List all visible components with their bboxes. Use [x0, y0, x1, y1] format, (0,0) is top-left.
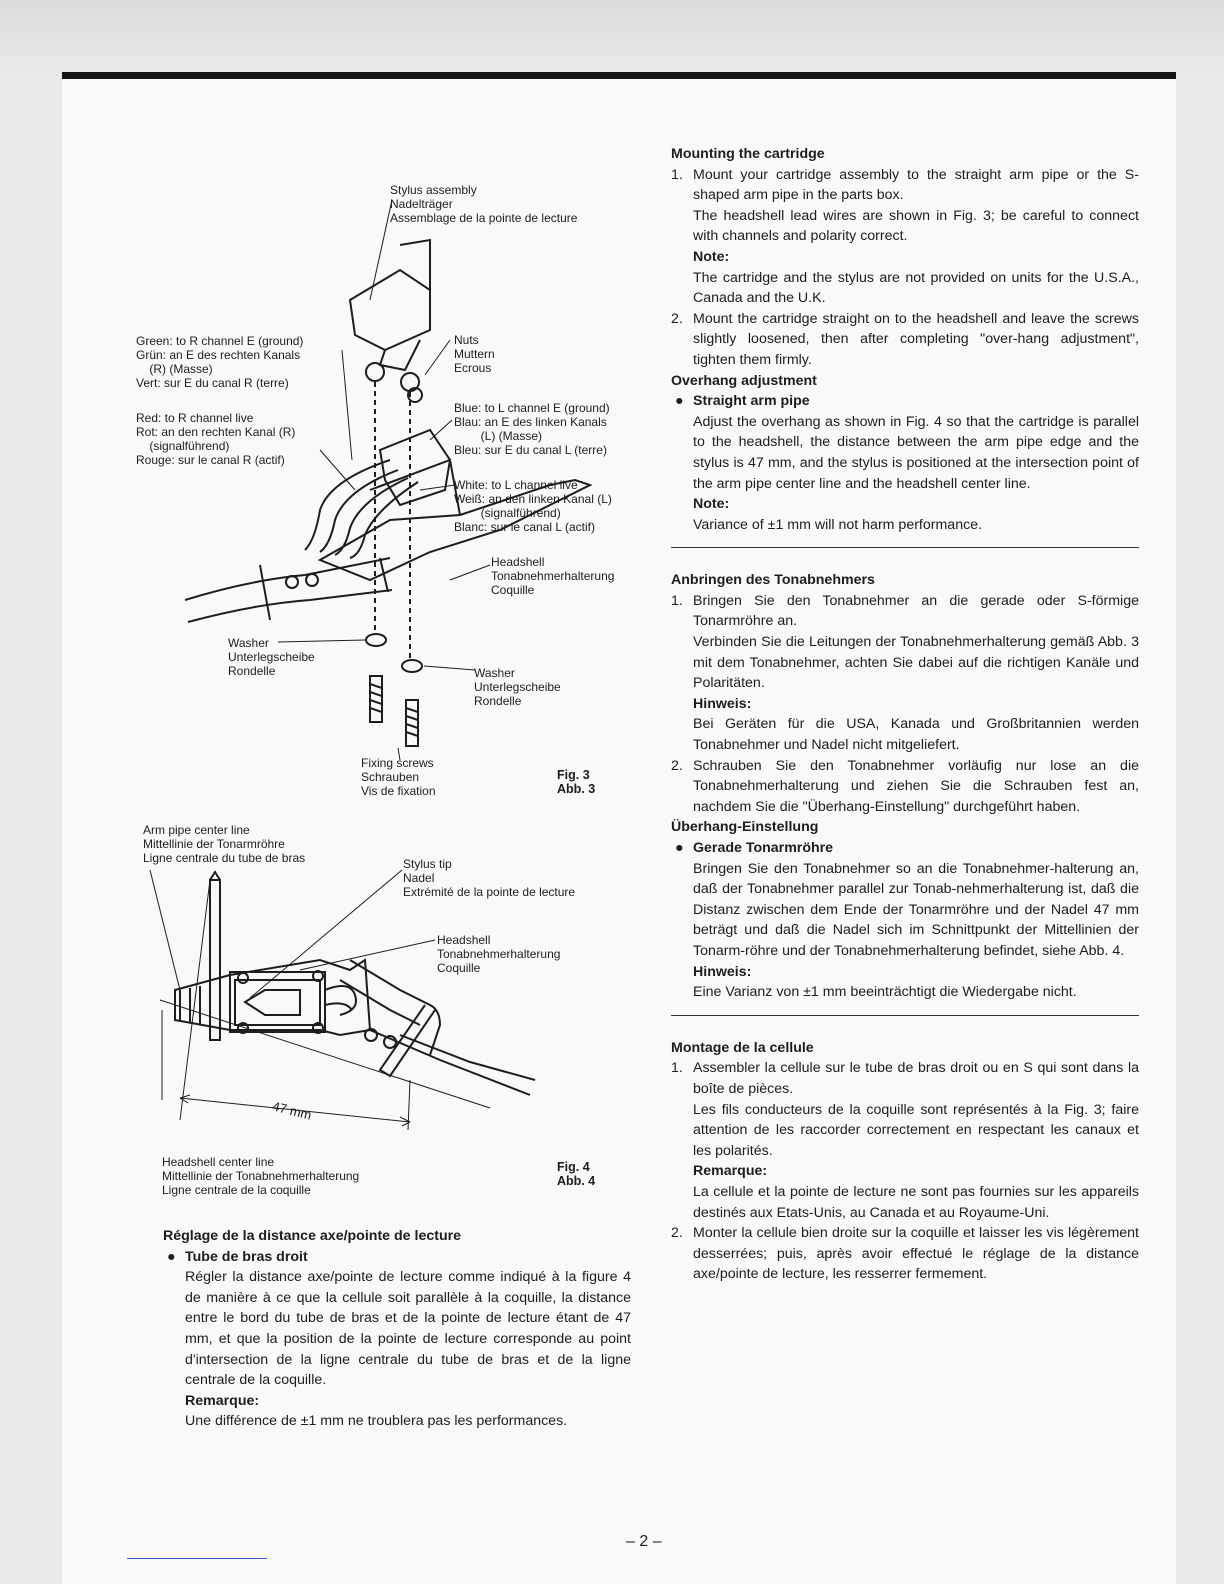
de-item-2	[671, 756, 1139, 818]
fig3-red-wire-label: Red: to R channel live Rot: an den rechten Kanal (R) (signalführend) Rouge: sur le canal R (actif)	[136, 411, 296, 467]
fig3-white-wire-label: White: to L channel live Weiß: an den linken Kanal (L) (signalführend) Blanc: sur le canal L (actif)	[454, 478, 612, 534]
footer-line	[127, 1558, 267, 1559]
fr-overhang-title: Réglage de la distance axe/pointe de lecture	[163, 1228, 462, 1244]
fr-title: Montage de la cellule	[671, 1039, 814, 1056]
de-title: Anbringen des Tonabnehmers	[671, 572, 875, 589]
en-note-2: Variance of ±1 mm will not harm performance.	[693, 516, 983, 533]
de-overhang-bullet-text: Gerade Tonarmröhre	[693, 840, 834, 856]
fr-item-1-number: 1.	[671, 1060, 683, 1077]
fr-note-1: La cellule et la pointe de lecture ne sont pas fournies sur les appareils destinés aux Etats-Unis, au Canada et au Royaume-Uni.	[693, 1183, 1139, 1221]
fr-overhang-body: Régler la distance axe/pointe de lecture comme indiqué à la figure 4 de manière à ce que la cellule soit parallèle à la coquille, la distance entre le bord du tube de bras et de la pointe de lecture étant de 47 mm, et que la position de la pointe de lecture corresponde au point d'intersection de la ligne centrale du tube de bras et de la ligne centrale de la coquille.	[185, 1269, 631, 1389]
en-item-1b: The headshell lead wires are shown in Fig. 3; be careful to connect with channels and polarity correct.	[693, 207, 1139, 245]
en-item-1	[671, 165, 1139, 309]
de-section	[671, 570, 1139, 1002]
de-item-1b: Verbinden Sie die Leitungen der Tonabnehmerhalterung gemäß Abb. 3 mit dem Tonabnehmer, achten Sie dabei auf die richtigen Kanäle und Polaritäten.	[693, 634, 1139, 692]
en-overhang-body: Adjust the overhang as shown in Fig. 4 so that the cartridge is parallel to the headshell, the distance between the arm pipe edge and the stylus is 47 mm, and the stylus is positioned at the intersection point of the arm pipe center line and the headshell center line.	[693, 413, 1139, 492]
fig3-caption: Fig. 3 Abb. 3	[557, 768, 596, 796]
fig4-arm-center-label: Arm pipe center line Mittellinie der Tonarmröhre Ligne centrale du tube de bras	[143, 823, 306, 865]
right-column	[671, 144, 1139, 1285]
fr-overhang-note: Une différence de ±1 mm ne troublera pas les performances.	[185, 1413, 568, 1430]
de-note-2-label: Hinweis:	[693, 963, 752, 980]
top-rule	[62, 72, 1176, 79]
fig4-caption: Fig. 4 Abb. 4	[557, 1160, 596, 1188]
en-overhang-title: Overhang adjustment	[671, 372, 817, 389]
fr-item-1	[671, 1058, 1139, 1223]
en-overhang-bullet-text: Straight arm pipe	[693, 393, 810, 410]
de-note-1: Bei Geräten für die USA, Kanada und Großbritannien werden Tonabnehmer und Nadel nicht mitgeliefert.	[693, 716, 1139, 754]
fr-overhang-bullet-text: Tube de bras droit	[185, 1248, 308, 1265]
fig3-headshell-label: Headshell Tonabnehmerhalterung Coquille	[491, 555, 615, 597]
fig3-green-wire-label: Green: to R channel E (ground) Grün: an E des rechten Kanals (R) (Masse) Vert: sur E du canal R (terre)	[136, 334, 304, 390]
en-note-2-label: Note:	[693, 496, 730, 513]
en-item-1a: Mount your cartridge assembly to the straight arm pipe or the S-shaped arm pipe in the parts box.	[693, 166, 1139, 204]
en-section	[671, 144, 1139, 535]
scan-shadow	[0, 0, 1224, 72]
de-item-1-number: 1.	[671, 592, 683, 609]
de-overhang-body: Bringen Sie den Tonabnehmer so an die Tonabnehmer-halterung an, daß der Tonabnehmer parallel zur Tonab-nehmerhalterung ist, daß die Distanz zwischen dem Ende der Tonarmröhre und der Nadel 47 mm beträgt und daß die Nadel sich im Schnittpunkt der Mittellinien der Tonarm-röhre und der Tonabnehmerhalterung befindet, siehe Abb. 4.	[693, 860, 1139, 959]
fr-section	[671, 1038, 1139, 1285]
fig3-washer-left-label: Washer Unterlegscheibe Rondelle	[228, 636, 315, 678]
fig3-fixing-screws-label: Fixing screws Schrauben Vis de fixation	[361, 756, 436, 798]
en-overhang-bullet: ● Straight arm pipe	[675, 393, 810, 410]
fig3-stylus-assembly-label: Stylus assembly Nadelträger Assemblage de la pointe de lecture	[390, 183, 578, 225]
de-overhang-bullet: ● Gerade Tonarmröhre	[675, 840, 834, 856]
fig4-distance-label: 47 mm	[270, 1098, 314, 1123]
page-number: – 2 –	[626, 1533, 662, 1550]
de-note-label: Hinweis:	[693, 695, 752, 712]
en-item-2-number: 2.	[671, 310, 683, 327]
de-item-1a: Bringen Sie den Tonabnehmer an die gerade oder S-förmige Tonarmröhre an.	[693, 592, 1139, 630]
fr-item-2-text: Monter la cellule bien droite sur la coquille et laisser les vis légèrement desserrées; puis, après avoir effectué le réglage de la distance axe/pointe de lecture, les resserrer fermement.	[693, 1225, 1139, 1283]
de-item-1	[671, 591, 1139, 756]
fr-overhang-bullet: ● Tube de bras droit	[167, 1248, 308, 1265]
de-note-2: Eine Varianz von ±1 mm beeinträchtigt die Wiedergabe nicht.	[693, 984, 1077, 1001]
fig4-headshell-center-label: Headshell center line Mittellinie der Tonabnehmerhalterung Ligne centrale de la coquille	[162, 1155, 360, 1197]
en-item-2	[671, 309, 1139, 371]
en-item-2-text: Mount the cartridge straight on to the headshell and leave the screws slightly loosened, then after completing "over-hang adjustment", tighten them firmly.	[693, 310, 1139, 368]
en-note-1: The cartridge and the stylus are not provided on units for the U.S.A., Canada and the U.K.	[693, 269, 1139, 307]
fr-item-1a: Assembler la cellule sur le tube de bras droit ou en S qui sont dans la boîte de pièces.	[693, 1060, 1139, 1097]
de-item-2-text: Schrauben Sie den Tonabnehmer vorläufig nur lose an die Tonabnehmerhalterung und ziehen Sie die Schrauben fest an, nachdem Sie die "Überhang-Einstellung" durchgeführt haben.	[693, 757, 1139, 815]
fr-overhang-section	[163, 1226, 631, 1432]
fig3-nuts-label: Nuts Muttern Ecrous	[454, 333, 495, 375]
en-item-1-number: 1.	[671, 166, 683, 183]
fig4-stylus-tip-label: Stylus tip Nadel Extrémité de la pointe de lecture	[403, 857, 576, 899]
divider	[671, 1015, 1139, 1016]
fr-item-2	[671, 1223, 1139, 1285]
fig3-blue-wire-label: Blue: to L channel E (ground) Blau: an E des linken Kanals (L) (Masse) Bleu: sur E du canal L (terre)	[454, 401, 610, 457]
en-note-label: Note:	[693, 248, 730, 265]
fr-item-2-number: 2.	[671, 1225, 683, 1242]
fr-overhang-note-label: Remarque:	[185, 1392, 260, 1409]
fr-item-1b: Les fils conducteurs de la coquille sont représentés à la Fig. 3; faire attention de les raccorder correctement en respectant les canaux et les polarités.	[693, 1101, 1139, 1159]
fr-note-label: Remarque:	[693, 1163, 768, 1180]
de-overhang-title: Überhang-Einstellung	[671, 819, 819, 836]
fig3-washer-right-label: Washer Unterlegscheibe Rondelle	[474, 666, 561, 708]
de-item-2-number: 2.	[671, 757, 683, 774]
divider	[671, 547, 1139, 548]
en-title: Mounting the cartridge	[671, 146, 825, 162]
fig4-headshell-label: Headshell Tonabnehmerhalterung Coquille	[437, 933, 561, 975]
